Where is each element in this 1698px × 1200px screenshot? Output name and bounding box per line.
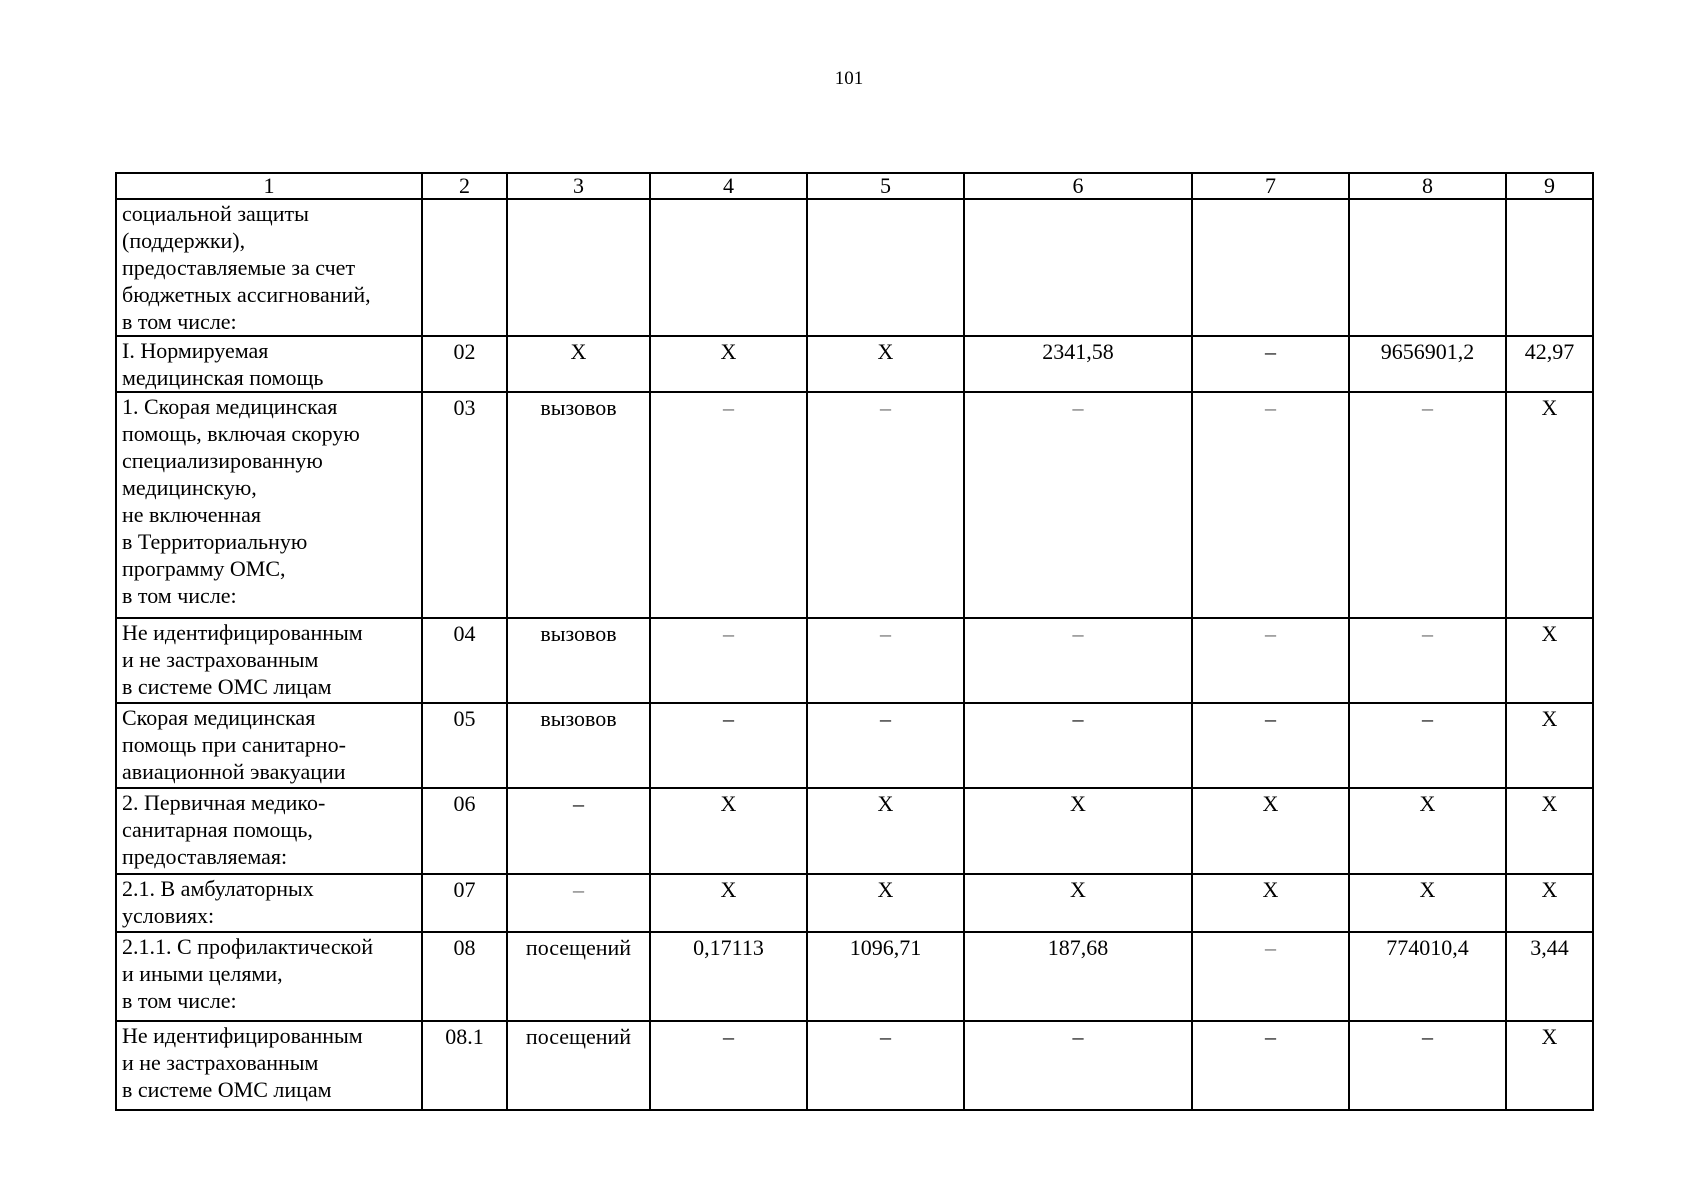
table-cell-col-7: Х xyxy=(1192,788,1349,874)
table-cell-col-6: Х xyxy=(964,874,1192,932)
header-row xyxy=(116,173,1593,199)
table-cell-col-9: Х xyxy=(1506,1021,1593,1110)
table-cell-col-6: – xyxy=(964,703,1192,788)
row-label: социальной защиты (поддержки), предоставляемые за счет бюджетных ассигнований, в том числе: xyxy=(116,199,422,336)
row-label: 2.1. В амбулаторных условиях: xyxy=(116,874,422,932)
table-cell-col-8: Х xyxy=(1349,788,1506,874)
table-cell-col-9: Х xyxy=(1506,874,1593,932)
table-cell-col-3: вызовов xyxy=(507,392,650,618)
table-cell-col-4: Х xyxy=(650,336,807,392)
table-cell-col-5: Х xyxy=(807,874,964,932)
table-cell-col-3: посещений xyxy=(507,1021,650,1110)
row-label: 2.1.1. С профилактической и иными целями, в том числе: xyxy=(116,932,422,1021)
table-cell-col-4: Х xyxy=(650,874,807,932)
table-cell-col-5: – xyxy=(807,1021,964,1110)
table-cell-col-3: вызовов xyxy=(507,618,650,703)
data-table xyxy=(115,172,1594,1111)
table-cell-col-9: Х xyxy=(1506,618,1593,703)
table-cell-col-8: 774010,4 xyxy=(1349,932,1506,1021)
table-cell-col-7: – xyxy=(1192,932,1349,1021)
table-cell-col-2: 07 xyxy=(422,874,507,932)
table-cell-col-2 xyxy=(422,199,507,336)
table-cell-col-5 xyxy=(807,199,964,336)
table-cell-col-6: – xyxy=(964,392,1192,618)
table-cell-col-9: Х xyxy=(1506,392,1593,618)
table-cell-col-8: Х xyxy=(1349,874,1506,932)
table-cell-col-8: – xyxy=(1349,392,1506,618)
header-cell-col-9: 9 xyxy=(1506,173,1593,199)
table-cell-col-5: Х xyxy=(807,788,964,874)
table-row xyxy=(116,703,1593,788)
table-header xyxy=(116,173,1593,199)
table-cell-col-4: Х xyxy=(650,788,807,874)
table-cell-col-2: 06 xyxy=(422,788,507,874)
row-label: 2. Первичная медико- санитарная помощь, предоставляемая: xyxy=(116,788,422,874)
table-cell-col-6: Х xyxy=(964,788,1192,874)
header-cell-col-7: 7 xyxy=(1192,173,1349,199)
table-cell-col-9: 42,97 xyxy=(1506,336,1593,392)
table-cell-col-3: Х xyxy=(507,336,650,392)
table-cell-col-9: Х xyxy=(1506,788,1593,874)
table-cell-col-9: 3,44 xyxy=(1506,932,1593,1021)
table-row xyxy=(116,199,1593,336)
table-cell-col-6 xyxy=(964,199,1192,336)
header-cell-col-4: 4 xyxy=(650,173,807,199)
table-row xyxy=(116,618,1593,703)
table-cell-col-8: 9656901,2 xyxy=(1349,336,1506,392)
page-number: 101 xyxy=(834,68,864,89)
table-cell-col-6: – xyxy=(964,618,1192,703)
table-cell-col-8: – xyxy=(1349,618,1506,703)
table-cell-col-7: – xyxy=(1192,336,1349,392)
table-cell-col-2: 03 xyxy=(422,392,507,618)
table-cell-col-2: 04 xyxy=(422,618,507,703)
table-row xyxy=(116,392,1593,618)
table-row xyxy=(116,788,1593,874)
table-cell-col-3 xyxy=(507,199,650,336)
row-label: Не идентифицированным и не застрахованным в системе ОМС лицам xyxy=(116,618,422,703)
table-cell-col-4 xyxy=(650,199,807,336)
table-cell-col-2: 02 xyxy=(422,336,507,392)
table-row xyxy=(116,1021,1593,1110)
table-cell-col-6: 2341,58 xyxy=(964,336,1192,392)
table-cell-col-8: – xyxy=(1349,1021,1506,1110)
table-cell-col-4: – xyxy=(650,618,807,703)
table-cell-col-5: – xyxy=(807,703,964,788)
table-cell-col-9 xyxy=(1506,199,1593,336)
table-cell-col-8 xyxy=(1349,199,1506,336)
table-cell-col-5: – xyxy=(807,392,964,618)
header-cell-col-5: 5 xyxy=(807,173,964,199)
table-row xyxy=(116,932,1593,1021)
header-cell-col-8: 8 xyxy=(1349,173,1506,199)
table-cell-col-4: – xyxy=(650,1021,807,1110)
table-cell-col-3: посещений xyxy=(507,932,650,1021)
table-cell-col-7: – xyxy=(1192,392,1349,618)
table-cell-col-5: Х xyxy=(807,336,964,392)
table-cell-col-8: – xyxy=(1349,703,1506,788)
table-cell-col-2: 08.1 xyxy=(422,1021,507,1110)
row-label: I. Нормируемая медицинская помощь xyxy=(116,336,422,392)
table-cell-col-3: – xyxy=(507,874,650,932)
table-cell-col-4: – xyxy=(650,703,807,788)
header-cell-col-6: 6 xyxy=(964,173,1192,199)
table-cell-col-9: Х xyxy=(1506,703,1593,788)
table-cell-col-3: вызовов xyxy=(507,703,650,788)
header-cell-col-1: 1 xyxy=(116,173,422,199)
table-cell-col-7: Х xyxy=(1192,874,1349,932)
table-cell-col-6: – xyxy=(964,1021,1192,1110)
table-cell-col-3: – xyxy=(507,788,650,874)
table-cell-col-2: 05 xyxy=(422,703,507,788)
table-cell-col-7: – xyxy=(1192,1021,1349,1110)
row-label: 1. Скорая медицинская помощь, включая скорую специализированную медицинскую, не включенная в Территориальную программу ОМС, в том числе: xyxy=(116,392,422,618)
table-cell-col-7 xyxy=(1192,199,1349,336)
row-label: Скорая медицинская помощь при санитарно- авиационной эвакуации xyxy=(116,703,422,788)
table-cell-col-4: – xyxy=(650,392,807,618)
table-cell-col-2: 08 xyxy=(422,932,507,1021)
row-label: Не идентифицированным и не застрахованным в системе ОМС лицам xyxy=(116,1021,422,1110)
table-cell-col-5: – xyxy=(807,618,964,703)
table-cell-col-5: 1096,71 xyxy=(807,932,964,1021)
table-cell-col-4: 0,17113 xyxy=(650,932,807,1021)
table-cell-col-7: – xyxy=(1192,703,1349,788)
header-cell-col-3: 3 xyxy=(507,173,650,199)
table-body xyxy=(116,199,1593,1110)
header-cell-col-2: 2 xyxy=(422,173,507,199)
table-row xyxy=(116,874,1593,932)
table-cell-col-7: – xyxy=(1192,618,1349,703)
table-row xyxy=(116,336,1593,392)
table-cell-col-6: 187,68 xyxy=(964,932,1192,1021)
